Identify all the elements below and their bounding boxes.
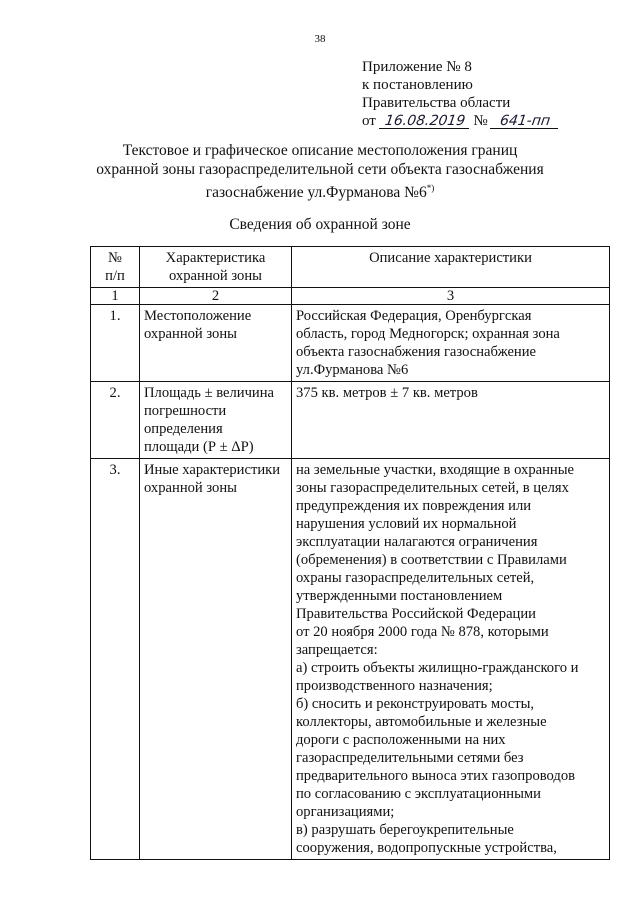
table-row bbox=[91, 382, 610, 459]
numbering-cell: 1 bbox=[91, 288, 140, 305]
document-title bbox=[50, 141, 590, 202]
row-characteristic: Иные характеристики охранной зоны bbox=[140, 459, 292, 860]
appendix-block bbox=[362, 58, 559, 130]
zone-info-table bbox=[90, 246, 610, 860]
title-line-3-text: газоснабжение ул.Фурманова №6 bbox=[205, 184, 427, 202]
handwritten-date: 16.08.2019 bbox=[379, 114, 471, 129]
title-line-3 bbox=[50, 179, 590, 202]
row-number: 3. bbox=[91, 459, 140, 860]
table-row bbox=[91, 305, 610, 382]
numbering-cell: 2 bbox=[140, 288, 292, 305]
row-description: Российская Федерация, Оренбургская область, город Медногорск; охранная зона объекта газоснабжения газоснабжение ул.Фурманова №6 bbox=[292, 305, 610, 382]
appendix-reference-line bbox=[362, 112, 559, 130]
table-numbering-row bbox=[91, 288, 610, 305]
header-description: Описание характеристики bbox=[292, 247, 610, 288]
header-number: № п/п bbox=[91, 247, 140, 288]
appendix-line-3: Правительства области bbox=[362, 95, 511, 111]
appendix-line-1: Приложение № 8 bbox=[362, 59, 472, 75]
row-number: 1. bbox=[91, 305, 140, 382]
title-line-2: охранной зоны газораспределительной сети объекта газоснабжения bbox=[96, 161, 544, 178]
number-label: № bbox=[473, 113, 488, 129]
handwritten-number: 641-пп bbox=[490, 114, 560, 129]
page-number: 38 bbox=[314, 33, 326, 45]
table-row bbox=[91, 459, 610, 860]
row-number: 2. bbox=[91, 382, 140, 459]
appendix-line-2: к постановлению bbox=[362, 77, 473, 93]
row-characteristic: Местоположение охранной зоны bbox=[140, 305, 292, 382]
numbering-cell: 3 bbox=[292, 288, 610, 305]
footnote-mark: *) bbox=[426, 183, 435, 193]
title-line-1: Текстовое и графическое описание местоположения границ bbox=[122, 142, 518, 159]
section-subtitle: Сведения об охранной зоне bbox=[229, 216, 411, 233]
table-header-row bbox=[91, 247, 610, 288]
row-characteristic: Площадь ± величина погрешности определения площади (Р ± ΔР) bbox=[140, 382, 292, 459]
header-characteristic: Характеристика охранной зоны bbox=[140, 247, 292, 288]
row-description: 375 кв. метров ± 7 кв. метров bbox=[292, 382, 610, 459]
from-label: от bbox=[362, 113, 376, 129]
row-description: на земельные участки, входящие в охранные зоны газораспределительных сетей, в целях предупреждения их повреждения или нарушения условий их нормальной эксплуатации налагаются ограничения (обременения) в соответствии с Правилами охраны газораспределительных сетей, утвержденными постановлением Правительства Российской Федерации от 20 ноября 2000 года № 878, которыми запрещается: а) строить объекты жилищно-гражданского и производственного назначения; б) сносить и реконструировать мосты, коллекторы, автомобильные и железные дороги с расположенными на них газораспределительными сетями без предварительного выноса этих газопроводов по согласованию с эксплуатационными организациями; в) разрушать берегоукрепительные сооружения, водопропускные устройства, bbox=[292, 459, 610, 860]
